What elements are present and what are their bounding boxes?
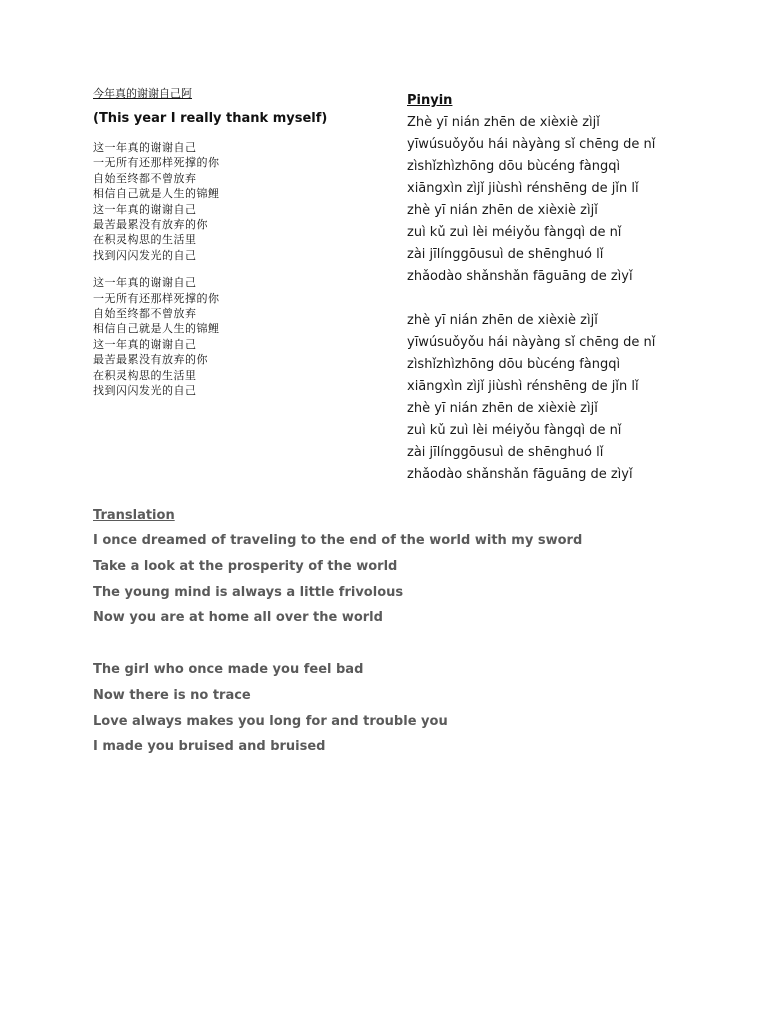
stanza-gap [407,288,747,310]
pinyin-line: zuì kǔ zuì lèi méiyǒu fàngqì de nǐ [407,225,622,240]
translation-line: Take a look at the prosperity of the world [93,558,398,574]
chinese-lyric-line: 一无所有还那样死撑的你 [93,291,220,305]
chinese-lyric-line: 这一年真的谢谢自己 [93,276,197,290]
chinese-lyric-line: 找到闪闪发光的自己 [93,248,197,262]
chinese-stanza-1 [93,140,383,263]
chinese-lyric-line: 最苦最累没有放弃的你 [93,218,208,232]
translation-line: Now you are at home all over the world [93,610,383,626]
chinese-lyric-line: 这一年真的谢谢自己 [93,202,197,216]
pinyin-column [407,93,747,486]
chinese-lyric-line: 在积灵构思的生活里 [93,368,197,382]
chinese-lyric-line: 这一年真的谢谢自己 [93,337,197,351]
chinese-lyric-line: 在积灵构思的生活里 [93,233,197,247]
pinyin-line: zìshǐzhìzhōng dōu bùcéng fàngqì [407,159,621,174]
pinyin-line: zhè yī nián zhēn de xièxiè zìjǐ [407,313,598,328]
chinese-stanza-2 [93,275,383,398]
stanza-gap [93,631,713,657]
pinyin-line: zhè yī nián zhēn de xièxiè zìjǐ [407,401,598,416]
translation-line: I once dreamed of traveling to the end of the world with my sword [93,533,583,548]
english-song-title: (This year I really thank myself) [93,111,328,126]
pinyin-heading: Pinyin [407,93,453,108]
pinyin-line: Zhè yī nián zhēn de xièxiè zìjǐ [407,115,600,130]
translation-section [93,506,713,760]
chinese-lyric-line: 最苦最累没有放弃的你 [93,353,208,367]
chinese-lyric-line: 这一年真的谢谢自己 [93,141,197,154]
pinyin-line: yīwúsuǒyǒu hái nàyàng sǐ chēng de nǐ [407,335,656,350]
translation-heading: Translation [93,508,175,523]
translation-line: Love always makes you long for and trouble you [93,713,448,729]
chinese-lyric-line: 一无所有还那样死撑的你 [93,156,220,170]
pinyin-line: xiāngxìn zìjǐ jiùshì rénshēng de jǐn lǐ [407,379,639,394]
pinyin-stanza-1 [407,112,747,288]
translation-line: Now there is no trace [93,687,251,703]
pinyin-line: yīwúsuǒyǒu hái nàyàng sǐ chēng de nǐ [407,137,656,152]
chinese-lyric-line: 自始至终都不曾放弃 [93,171,197,185]
translation-stanza-1 [93,528,713,631]
chinese-lyric-line: 相信自己就是人生的锦鲤 [93,187,220,201]
pinyin-line: zài jīlínggōusuì de shēnghuó lǐ [407,247,604,262]
chinese-lyric-line: 自始至终都不曾放弃 [93,307,197,321]
chinese-song-title: 今年真的谢谢自己阿 [93,87,192,100]
translation-stanza-2 [93,657,713,760]
pinyin-line: zài jīlínggōusuì de shēnghuó lǐ [407,445,604,460]
chinese-lyric-line: 找到闪闪发光的自己 [93,384,197,398]
chinese-lyric-line: 相信自己就是人生的锦鲤 [93,322,220,336]
pinyin-line: zìshǐzhìzhōng dōu bùcéng fàngqì [407,357,621,372]
translation-line: The young mind is always a little frivolous [93,584,404,600]
pinyin-line: xiāngxìn zìjǐ jiùshì rénshēng de jǐn lǐ [407,181,639,196]
pinyin-line: zhè yī nián zhēn de xièxiè zìjǐ [407,203,598,218]
pinyin-line: zuì kǔ zuì lèi méiyǒu fàngqì de nǐ [407,423,622,438]
translation-line: The girl who once made you feel bad [93,661,364,677]
pinyin-line: zhǎodào shǎnshǎn fāguāng de zìyǐ [407,467,633,482]
chinese-lyrics-column [93,86,383,399]
translation-line: I made you bruised and bruised [93,739,326,755]
pinyin-stanza-2 [407,310,747,486]
pinyin-line: zhǎodào shǎnshǎn fāguāng de zìyǐ [407,269,633,284]
